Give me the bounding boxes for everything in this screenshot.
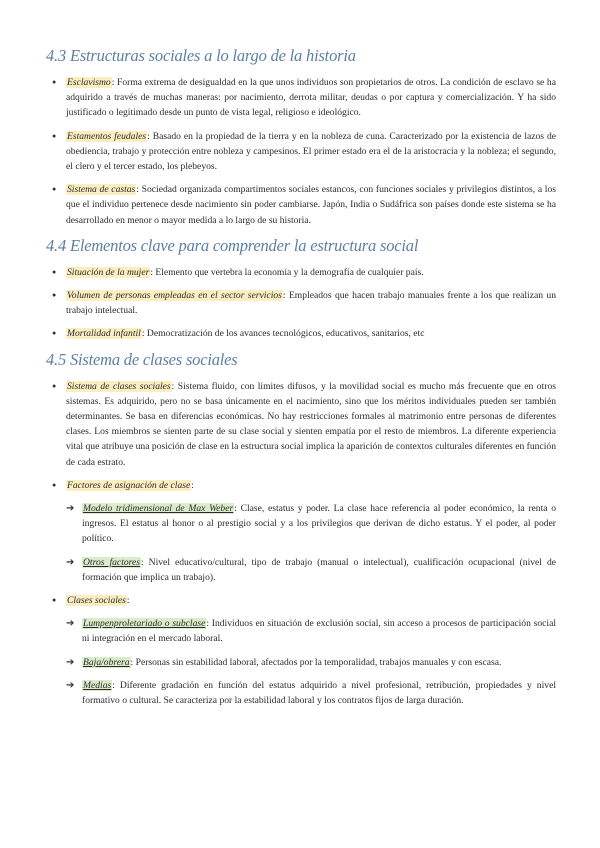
term-estamentos: Estamentos feudales xyxy=(67,130,147,142)
sub-item-weber xyxy=(66,501,556,547)
list-item-sistema-clases xyxy=(46,379,556,470)
list-item-factores xyxy=(46,478,556,585)
arrow-icon: ➔ xyxy=(66,618,75,630)
term-lumpen: Lumpenproletariado o subclase xyxy=(83,618,206,630)
item-text: : Sistema fluido, con límites difusos, y la movilidad social es mucho más frecuente que en otros sistemas. Es adquirido, pero no se basa únicamente en el nacimiento, sino que los méritos individuales pueden ser también determinantes. Se basa en diferencias económicas. No hay restricciones formales al matrimonio entre personas de diferentes clases. Los miembros se sienten parte de su clase social y sienten empatía por el resto de miembros. La diferente experiencia vital que atribuye una posición de clase en la estructura social implica la aparición de contextos culturales diferentes en función de cada estrato. xyxy=(66,380,556,468)
list-item-servicios xyxy=(46,288,556,318)
term-baja: Baja/obrera xyxy=(83,656,130,668)
arrow-icon: ➔ xyxy=(66,503,75,515)
list-item-mortalidad xyxy=(46,326,556,341)
term-mortalidad: Mortalidad infantil xyxy=(67,328,141,340)
list-item-clases-sociales xyxy=(46,593,556,708)
term-mujer: Situación de la mujer xyxy=(67,266,150,278)
term-castas: Sistema de castas xyxy=(67,184,136,196)
list-item-mujer xyxy=(46,265,556,280)
section-heading-4-5: 4.5 Sistema de clases sociales xyxy=(46,349,238,369)
term-clases-sociales: Clases sociales xyxy=(67,595,126,607)
term-factores: Factores de asignación de clase xyxy=(67,479,191,491)
item-text: : Forma extrema de desigualdad en la que unos individuos son propietarios de otros. La condición de esclavo se ha adquirido a través de muchas maneras: por nacimiento, derrota militar, deudas o por captura y comercialización. Y ha sido justificado o legitimado desde un punto de vista legal, religioso e ideológico. xyxy=(66,77,556,119)
sub-item-medias xyxy=(66,678,556,708)
term-otros: Otros factores xyxy=(83,556,141,568)
item-text: : Sociedad organizada compartimentos sociales estancos, con funciones sociales y privilegios distintos, a los que el individuo pertenece desde nacimiento sin poder cambiarse. Japón, India o Sudáfrica son países donde este sistema se ha desarrollado en menor o mayor medida a lo largo de su historia. xyxy=(66,184,556,226)
arrow-icon: ➔ xyxy=(66,679,75,691)
section-heading-4-4: 4.4 Elementos clave para comprender la estructura social xyxy=(46,235,419,255)
term-weber: Modelo tridimensional de Max Weber xyxy=(83,503,234,515)
item-text: : Empleados que hacen trabajo manuales frente a los que realizan un trabajo intelectual. xyxy=(66,290,556,317)
sublist-clases xyxy=(66,616,556,708)
list-item-estamentos xyxy=(46,129,556,175)
item-text: : Democratización de los avances tecnológicos, educativos, sanitarios, etc xyxy=(141,328,425,340)
item-text: : Basado en la propiedad de la tierra y en la nobleza de cuna. Caracterizado por la existencia de lazos de obediencia, trabajo y protección entre nobleza y campesinos. El primer estado era el de la aristocracia y la nobleza; el segundo, el clero y el tercer estado, los plebeyos. xyxy=(66,130,556,173)
sub-item-lumpen xyxy=(66,616,556,646)
sub-item-baja xyxy=(66,655,556,670)
term-sistema-clases: Sistema de clases sociales xyxy=(67,380,171,392)
item-text: : Nivel educativo/cultural, tipo de trabajo (manual o intelectual), cualificación ocupacional (nivel de formación que implica un trabajo). xyxy=(82,556,556,583)
term-servicios: Volumen de personas empleadas en el sector servicios xyxy=(67,290,282,302)
item-text: : Clase, estatus y poder. La clase hace referencia al poder económico, la renta o ingresos. El estatus al honor o al prestigio social y a los privilegios que derivan de dicho estatus. Y el poder, al poder político. xyxy=(82,503,557,545)
item-text: : Individuos en situación de exclusión social, sin acceso a procesos de participación social ni integración en el mercado laboral. xyxy=(82,618,556,645)
list-item-esclavismo xyxy=(46,75,556,121)
list-elementos xyxy=(46,265,556,342)
arrow-icon: ➔ xyxy=(66,556,75,568)
item-text: : xyxy=(191,479,194,491)
sub-item-otros xyxy=(66,555,556,585)
item-text: : Elemento que vertebra la economía y la demografía de cualquier país. xyxy=(150,266,424,278)
item-text: : Personas sin estabilidad laboral, afectados por la temporalidad, trabajos manuales y con escasa. xyxy=(130,656,502,668)
list-clases xyxy=(46,379,556,709)
arrow-icon: ➔ xyxy=(66,656,75,668)
list-estructuras xyxy=(46,75,556,228)
sublist-factores xyxy=(66,501,556,585)
list-item-castas xyxy=(46,182,556,228)
term-esclavismo: Esclavismo xyxy=(67,77,111,88)
item-text: : xyxy=(126,595,130,607)
section-heading-4-3: 4.3 Estructuras sociales a lo largo de la historia xyxy=(46,46,356,65)
term-medias: Medias xyxy=(83,679,112,691)
item-text: : Diferente gradación en función del estatus adquirido a nivel profesional, retribución, propiedades y nivel formativo o cultural. Se caracteriza por la estabilidad laboral y los contratos fijos de larga duración. xyxy=(82,679,556,707)
